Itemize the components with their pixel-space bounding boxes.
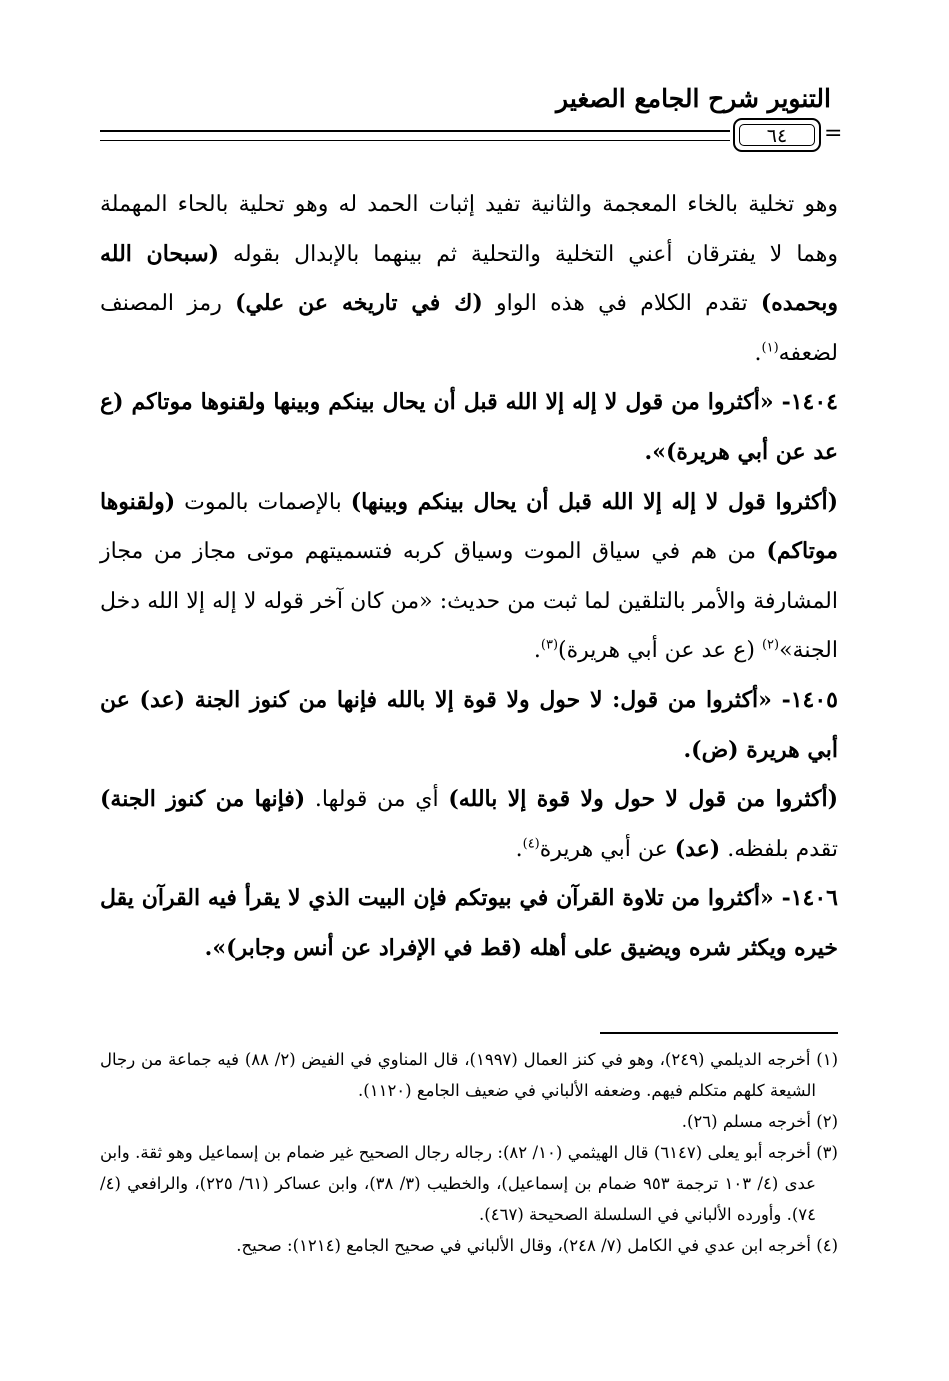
hadith-1404: ١٤٠٤- «أكثروا من قول لا إله إلا الله قبل أن يحال بينكم وبينها ولقنوها موتاكم (ع عد عن أبي هريرة)». bbox=[100, 389, 838, 465]
commentary-paragraph bbox=[100, 775, 838, 874]
footnote-2: (٢) أخرجه مسلم (٢٦). bbox=[681, 1112, 838, 1131]
source-code: (عد) bbox=[674, 835, 721, 862]
text-run: . bbox=[754, 340, 762, 366]
text-run: رمز المصنف لضعفه bbox=[100, 291, 838, 366]
text-run: وهو تخلية بالخاء المعجمة والثانية تفيد إثبات الحمد له وهو تحلية بالحاء المهملة وهما لا يفترقان أعني التخلية والتحلية ثم بينهما بالإبدال بقوله bbox=[100, 192, 838, 267]
footnote-marker: (٣) bbox=[540, 638, 559, 654]
quoted-phrase: (أكثروا قول لا إله إلا الله قبل أن يحال بينكم وبينها) bbox=[350, 488, 838, 515]
source-code: (ك في تاريخه عن علي) bbox=[235, 290, 483, 317]
footnote-4: (٤) أخرجه ابن عدي في الكامل (٧/ ٢٤٨)، وقال الألباني في صحيح الجامع (١٢١٤): صحيح. bbox=[236, 1236, 838, 1255]
text-run: . bbox=[533, 638, 541, 664]
footnote-separator bbox=[600, 1032, 838, 1034]
quoted-phrase: (فإنها من كنوز الجنة) bbox=[100, 786, 306, 813]
hadith-1405: ١٤٠٥- «أكثروا من قول: لا حول ولا قوة إلا بالله فإنها من كنوز الجنة (عد) عن أبي هريرة (ض). bbox=[100, 686, 838, 763]
header-rule bbox=[100, 130, 730, 141]
quoted-phrase: (أكثروا من قول لا حول ولا قوة إلا بالله) bbox=[448, 786, 838, 813]
quoted-phrase: (ولقنوها موتاكم) bbox=[100, 488, 838, 565]
footnote-marker: (٤) bbox=[522, 836, 540, 852]
quoted-phrase: (سبحان الله وبحمده) bbox=[100, 240, 838, 317]
text-run: عن أبي هريرة bbox=[539, 836, 675, 862]
footnote-marker: (١) bbox=[761, 340, 779, 356]
text-run: . bbox=[515, 836, 523, 862]
footnotes bbox=[100, 1044, 838, 1261]
commentary-paragraph bbox=[100, 180, 838, 378]
text-run: تقدم بلفظه. bbox=[720, 836, 838, 862]
header-dash: = bbox=[824, 121, 843, 146]
text-run: (ع عد عن أبي هريرة) bbox=[558, 638, 762, 664]
text-run: بالإصمات بالموت bbox=[175, 489, 351, 515]
running-title: التنوير شرح الجامع الصغير bbox=[556, 84, 831, 113]
page-number-frame bbox=[733, 118, 821, 152]
footnote-3: (٣) أخرجه أبو يعلى (٦١٤٧) قال الهيثمي (١٠/ ٨٢): رجاله رجال الصحيح غير ضمام بن إسماعيل وهو ثقة. وابن عدى (٤/ ١٠٣ ترجمة ٩٥٣ ضمام بن إسماعيل)، والخطيب (٣/ ٣٨)، وابن عساكر (٦١/ ٢٢٥)، والرافعي (٤/ ٧٤). وأورده الألباني في السلسلة الصحيحة (٤٦٧). bbox=[100, 1143, 838, 1224]
footnote-marker: (٢) bbox=[761, 638, 780, 654]
footnote-1: (١) أخرجه الديلمي (٢٤٩)، وهو في كنز العمال (١٩٩٧)، قال المناوي في الفيض (٢/ ٨٨) فيه جماعة من رجال الشيعة كلهم متكلم فيهم. وضعفه الألباني في ضعيف الجامع (١١٢٠). bbox=[100, 1050, 838, 1100]
main-text bbox=[100, 180, 838, 974]
page-number: ٦٤ bbox=[739, 124, 815, 146]
hadith-1406: ١٤٠٦- «أكثروا من تلاوة القرآن في بيوتكم فإن البيت الذي لا يقرأ فيه القرآن يقل خيره ويكثر شره ويضيق على أهله (قط في الإفراد عن أنس وجابر)». bbox=[100, 885, 838, 961]
text-run: أي من قولها. bbox=[305, 787, 449, 813]
commentary-paragraph bbox=[100, 478, 838, 676]
text-run: من هم في سياق الموت وسياق كربه فتسميتهم موتى مجاز من مجاز المشارفة والأمر بالتلقين لما ثبت من حديث: «من كان آخر قوله لا إله إلا الله دخل الجنة» bbox=[100, 539, 838, 664]
text-run: تقدم الكلام في هذه الواو bbox=[482, 291, 761, 317]
